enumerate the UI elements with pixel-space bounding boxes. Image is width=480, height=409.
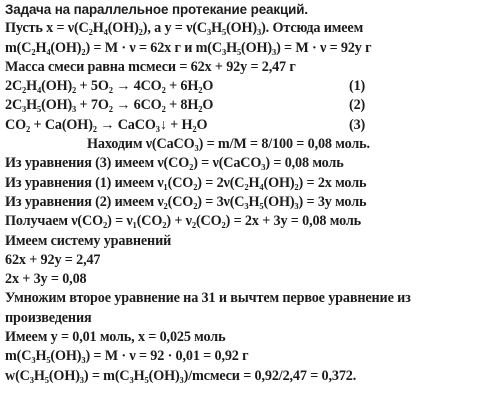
- from-equation-2: Из уравнения (2) имеем ν₂(CO₂) = 3ν(C₃H₅(OH)₃) = 3y моль: [5, 193, 367, 210]
- from-equation-1: Из уравнения (1) имеем ν₁(CO₂) = 2ν(C₂H₄(OH)₂) = 2x моль: [5, 174, 367, 191]
- co2-sum: Получаем ν(CO₂) = ν₁(CO₂) + ν₂(CO₂) = 2x + 3y = 0,08 моль: [5, 213, 362, 230]
- system-title: Имеем систему уравнений: [5, 232, 172, 249]
- from-equation-3: Из уравнения (3) имеем ν(CO₂) = ν(CaCO₃) = 0,08 моль: [5, 155, 344, 172]
- reaction-3: [5, 116, 476, 135]
- reaction-equation: 2C₃H₅(OH)₃ + 7O₂ → 6CO₂ + 8H₂O: [5, 97, 214, 114]
- reaction-number: (1): [349, 78, 366, 95]
- reaction-1: [5, 77, 476, 96]
- multiply-step-line-1: Умножим второе уравнение на 31 и вычтем первое уравнение из: [5, 290, 411, 307]
- system-equation-2: 2x + 3y = 0,08: [5, 271, 87, 288]
- reaction-equation: 2C₂H₄(OH)₂ + 5O₂ → 4CO₂ + 6H₂O: [5, 78, 214, 95]
- masses-statement: m(C₂H₄(OH)₂) = M · ν = 62x г и m(C₃H₅(OH)₃) = M · ν = 92y г: [5, 39, 372, 56]
- result-values: Имеем y = 0,01 моль, x = 0,025 моль: [5, 329, 226, 346]
- reaction-number: (3): [349, 116, 366, 133]
- mass-fraction: w(C₃H₅(OH)₃) = m(C₃H₅(OH)₃)/mсмеси = 0,92/2,47 = 0,372.: [5, 367, 357, 384]
- glycerol-mass: m(C₃H₅(OH)₃) = M · ν = 92 · 0,01 = 0,92 г: [5, 348, 249, 365]
- multiply-step-line-2: произведения: [5, 309, 92, 326]
- reaction-equation: CO₂ + Ca(OH)₂ → CaCO₃↓ + H₂O: [5, 116, 208, 133]
- reaction-2: [5, 96, 476, 115]
- let-statement: Пусть x = ν(C₂H₄(OH)₂), а y = ν(C₃H₅(OH)₃). Отсюда имеем: [5, 20, 364, 37]
- find-caco3: Находим ν(CaCO₃) = m/M = 8/100 = 0,08 моль.: [87, 136, 370, 153]
- system-equation-1: 62x + 92y = 2,47: [5, 251, 101, 268]
- problem-title: Задача на параллельное протекание реакций.: [5, 2, 309, 17]
- reaction-number: (2): [349, 97, 366, 114]
- mixture-mass: Масса смеси равна mсмеси = 62x + 92y = 2,47 г: [5, 58, 296, 75]
